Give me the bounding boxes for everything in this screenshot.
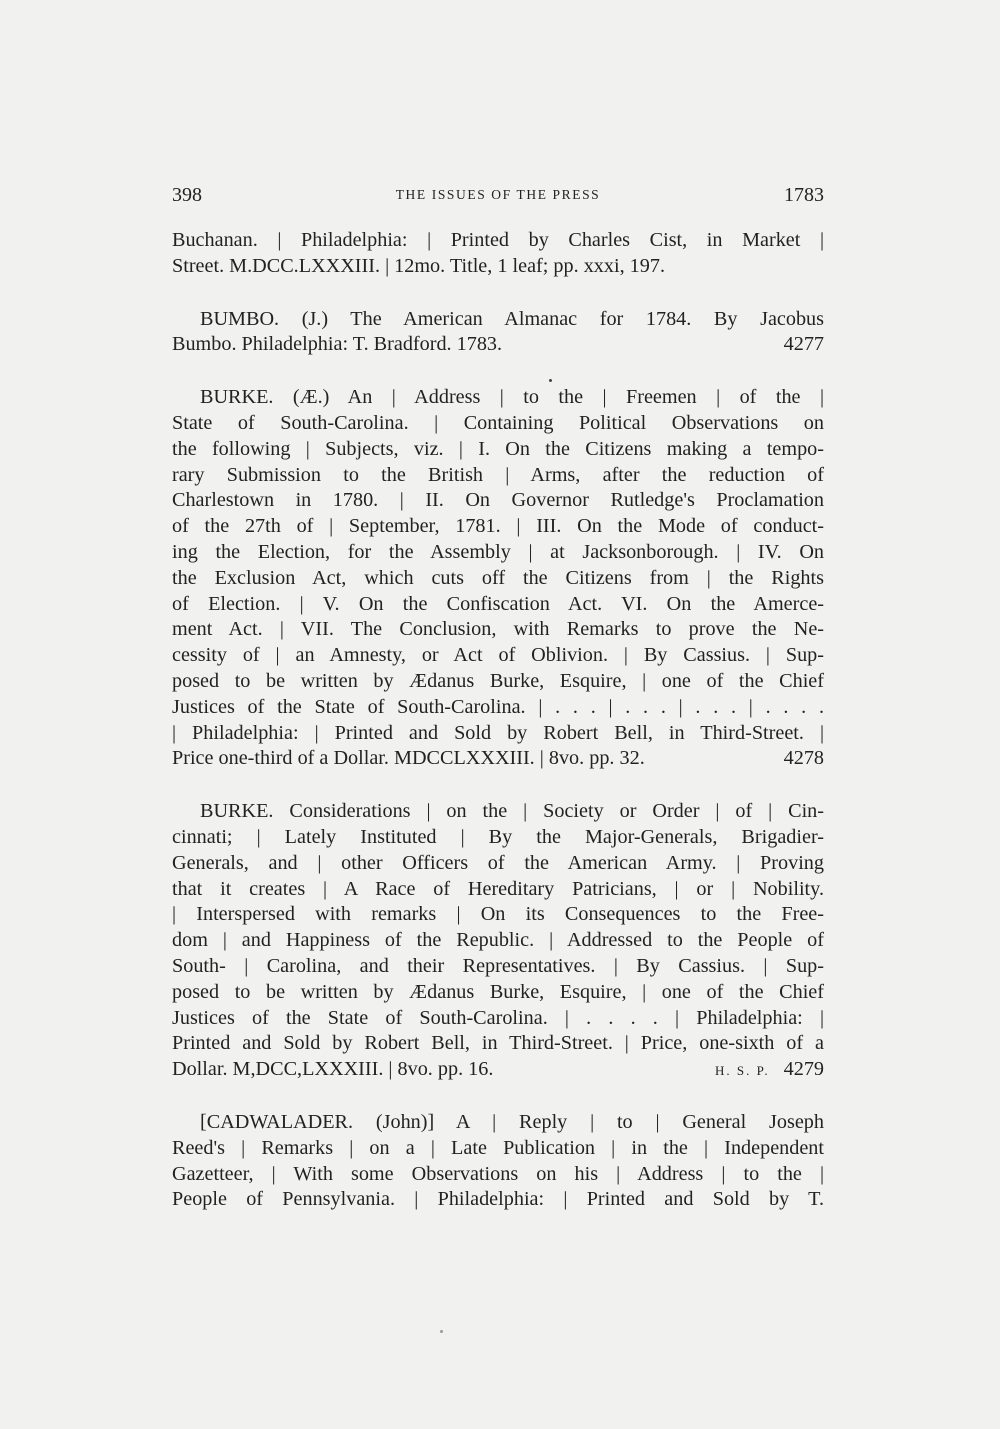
entry-line: BURKE. Considerations | on the | Society or Order | of | Cin-	[200, 800, 824, 823]
running-year: 1783	[784, 184, 824, 206]
entry-line: BUMBO. (J.) The American Almanac for 1784. By Jacobus	[200, 307, 824, 330]
entry-line: posed to be written by Ædanus Burke, Esquire, | one of the Chief	[172, 980, 824, 1003]
entry-text: Price one-third of a Dollar. MDCCLXXXIII. | 8vo. pp. 32.	[172, 747, 645, 770]
entry-line	[172, 332, 824, 358]
running-title: THE ISSUES OF THE PRESS	[395, 187, 601, 202]
entry-line: | Interspersed with remarks | On its Consequences to the Free-	[172, 903, 824, 926]
entry-line: posed to be written by Ædanus Burke, Esquire, | one of the Chief	[172, 669, 824, 692]
entry-line: cessity of | an Amnesty, or Act of Oblivion. | By Cassius. | Sup-	[172, 644, 824, 667]
entry-line	[172, 1057, 824, 1083]
entry-line: cinnati; | Lately Instituted | By the Major-Generals, Brigadier-	[172, 825, 824, 848]
entry-number: 4277	[783, 333, 824, 356]
entry-4277	[172, 307, 824, 359]
entry-line: of the 27th of | September, 1781. | III. On the Mode of conduct-	[172, 515, 824, 538]
entry-line: ment Act. | VII. The Conclusion, with Remarks to prove the Ne-	[172, 618, 824, 641]
entry-line: ing the Election, for the Assembly | at Jacksonborough. | IV. On	[172, 540, 824, 563]
entry-line: People of Pennsylvania. | Philadelphia: | Printed and Sold by T.	[172, 1188, 824, 1211]
entry-number: 4278	[783, 747, 824, 770]
library-location: H. S. P.	[714, 1063, 770, 1079]
entry-line: Printed and Sold by Robert Bell, in Third-Street. | Price, one-sixth of a	[172, 1032, 824, 1055]
entry-line: State of South-Carolina. | Containing Political Observations on	[172, 411, 824, 434]
entry-line: Street. M.DCC.LXXXIII. | 12mo. Title, 1 leaf; pp. xxxi, 197.	[172, 254, 666, 277]
entry-line: the Exclusion Act, which cuts off the Citizens from | the Rights	[172, 566, 824, 589]
entry-number	[715, 1057, 824, 1084]
printer-mark	[549, 379, 552, 382]
entry-line: Generals, and | other Officers of the American Army. | Proving	[172, 851, 824, 874]
entry-line: dom | and Happiness of the Republic. | Addressed to the People of	[172, 929, 824, 952]
entry-line: Justices of the State of South-Carolina. | . . . . | Philadelphia: |	[172, 1006, 824, 1029]
entry-line: of Election. | V. On the Confiscation Act. VI. On the Amerce-	[172, 592, 824, 615]
entry-line: Charlestown in 1780. | II. On Governor Rutledge's Proclamation	[172, 489, 824, 512]
entry-line: the following | Subjects, viz. | I. On the Citizens making a tempo-	[172, 437, 824, 460]
entry-line: Reed's | Remarks | on a | Late Publication | in the | Independent	[172, 1136, 824, 1159]
entry-line: Justices of the State of South-Carolina. | . . . | . . . | . . . | . . . .	[172, 695, 824, 718]
entry-line: that it creates | A Race of Hereditary Patricians, | or | Nobility.	[172, 877, 824, 900]
entry-line: rary Submission to the British | Arms, after the reduction of	[172, 463, 824, 486]
running-head	[172, 184, 824, 218]
book-page	[172, 184, 824, 1240]
entry-line: South- | Carolina, and their Representatives. | By Cassius. | Sup-	[172, 954, 824, 977]
entry-line: [CADWALADER. (John)] A | Reply | to | General Joseph	[200, 1110, 824, 1133]
page-number: 398	[172, 184, 202, 206]
entry-line: | Philadelphia: | Printed and Sold by Robert Bell, in Third-Street. |	[172, 721, 824, 744]
entry-4278	[172, 385, 824, 772]
entry-number-value: 4279	[783, 1058, 824, 1081]
page-speck	[440, 1330, 443, 1333]
entry-line: Buchanan. | Philadelphia: | Printed by Charles Cist, in Market |	[172, 229, 824, 251]
entry-4279	[172, 799, 824, 1083]
entry-continuation	[172, 228, 824, 280]
entry-text: Dollar. M,DCC,LXXXIII. | 8vo. pp. 16.	[172, 1058, 494, 1081]
entry-cadwalader	[172, 1110, 824, 1213]
entry-line	[172, 746, 824, 772]
entry-line: Gazetteer, | With some Observations on his | Address | to the |	[172, 1162, 824, 1185]
entry-text: Bumbo. Philadelphia: T. Bradford. 1783.	[172, 333, 503, 356]
entry-line: BURKE. (Æ.) An | Address | to the | Freemen | of the |	[200, 386, 824, 409]
